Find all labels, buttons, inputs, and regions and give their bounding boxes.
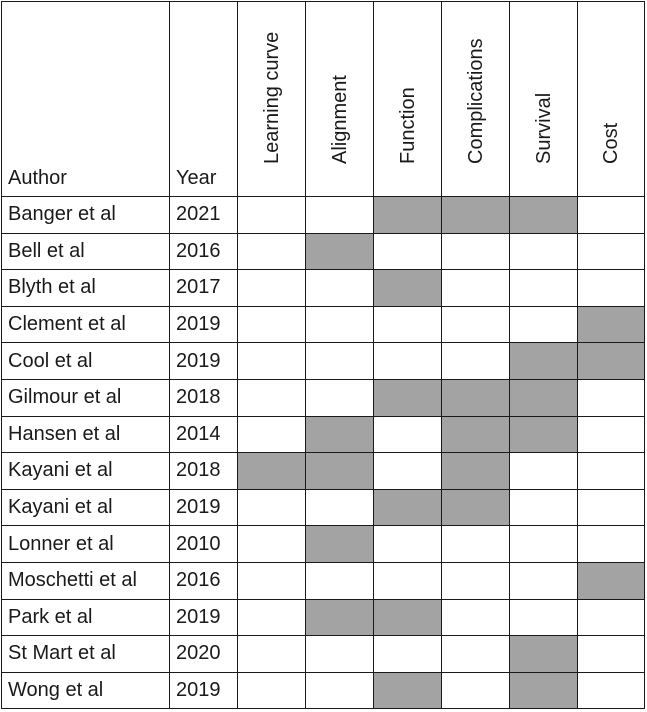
outcome-cell-empty (238, 233, 306, 270)
year-cell: 2020 (170, 636, 238, 673)
outcome-cell-shaded (306, 233, 374, 270)
outcome-cell-shaded (510, 636, 578, 673)
outcome-cell-shaded (374, 197, 442, 234)
author-cell: Blyth et al (2, 270, 170, 307)
outcome-cell-empty (374, 526, 442, 563)
table-row (2, 233, 645, 270)
outcome-cell-shaded (510, 343, 578, 380)
outcome-cell-shaded (578, 306, 645, 343)
outcome-cell-empty (238, 489, 306, 526)
author-cell: Bell et al (2, 233, 170, 270)
outcome-cell-shaded (374, 270, 442, 307)
author-cell: Kayani et al (2, 489, 170, 526)
outcome-cell-empty (578, 453, 645, 490)
outcome-cell-empty (442, 233, 510, 270)
outcome-cell-shaded (578, 343, 645, 380)
year-cell: 2018 (170, 453, 238, 490)
outcome-cell-empty (238, 197, 306, 234)
outcome-cell-empty (578, 416, 645, 453)
outcome-cell-empty (510, 599, 578, 636)
outcome-cell-empty (578, 197, 645, 234)
outcome-cell-empty (306, 197, 374, 234)
studies-table (1, 1, 645, 709)
outcome-cell-shaded (442, 453, 510, 490)
table-row (2, 526, 645, 563)
year-cell: 2016 (170, 562, 238, 599)
outcome-cell-empty (306, 489, 374, 526)
outcome-cell-empty (238, 416, 306, 453)
author-cell: Wong et al (2, 672, 170, 709)
table-row (2, 453, 645, 490)
author-cell: Banger et al (2, 197, 170, 234)
outcome-cell-empty (374, 562, 442, 599)
table-row (2, 270, 645, 307)
year-cell: 2019 (170, 599, 238, 636)
author-cell: Moschetti et al (2, 562, 170, 599)
outcome-cell-empty (238, 270, 306, 307)
outcome-cell-empty (238, 599, 306, 636)
outcome-cell-empty (510, 526, 578, 563)
outcome-cell-empty (374, 636, 442, 673)
outcome-cell-empty (442, 306, 510, 343)
outcome-cell-shaded (510, 379, 578, 416)
outcome-cell-empty (306, 343, 374, 380)
year-cell: 2014 (170, 416, 238, 453)
outcome-cell-empty (442, 526, 510, 563)
outcome-cell-empty (578, 233, 645, 270)
author-cell: Kayani et al (2, 453, 170, 490)
outcome-cell-empty (578, 526, 645, 563)
outcome-cell-shaded (238, 453, 306, 490)
outcome-cell-empty (442, 636, 510, 673)
author-cell: Park et al (2, 599, 170, 636)
table-row (2, 672, 645, 709)
author-header-label: Author (8, 167, 67, 189)
author-cell: Hansen et al (2, 416, 170, 453)
author-cell: Clement et al (2, 306, 170, 343)
outcome-cell-empty (374, 453, 442, 490)
survival-header-label: Survival (532, 92, 555, 164)
outcome-cell-empty (578, 672, 645, 709)
outcome-cell-shaded (374, 489, 442, 526)
author-cell: Cool et al (2, 343, 170, 380)
author-cell: Gilmour et al (2, 379, 170, 416)
table-row (2, 379, 645, 416)
outcome-cell-shaded (442, 416, 510, 453)
survival-column-header (510, 2, 578, 197)
table-row (2, 343, 645, 380)
outcome-cell-empty (374, 343, 442, 380)
cost-column-header (578, 2, 645, 197)
author-column-header (2, 2, 170, 197)
outcome-cell-empty (510, 270, 578, 307)
year-cell: 2018 (170, 379, 238, 416)
outcome-cell-shaded (374, 599, 442, 636)
cost-header-label: Cost (600, 122, 622, 164)
year-cell: 2019 (170, 672, 238, 709)
table-row (2, 306, 645, 343)
outcome-cell-empty (238, 526, 306, 563)
outcome-cell-shaded (306, 453, 374, 490)
learning-curve-header-label: Learning curve (260, 31, 283, 164)
outcome-cell-empty (442, 672, 510, 709)
outcome-cell-empty (442, 562, 510, 599)
table-row (2, 489, 645, 526)
outcome-cell-shaded (306, 416, 374, 453)
outcome-cell-empty (442, 270, 510, 307)
outcome-cell-empty (306, 306, 374, 343)
table-row (2, 416, 645, 453)
outcome-cell-empty (238, 343, 306, 380)
outcome-cell-empty (510, 489, 578, 526)
outcome-cell-empty (306, 379, 374, 416)
outcome-cell-empty (578, 489, 645, 526)
author-cell: St Mart et al (2, 636, 170, 673)
outcome-cell-empty (510, 306, 578, 343)
complications-header-label: Complications (464, 38, 487, 164)
outcome-cell-empty (306, 672, 374, 709)
outcome-cell-shaded (578, 562, 645, 599)
function-header-label: Function (396, 87, 419, 164)
table-row (2, 562, 645, 599)
outcome-cell-shaded (374, 379, 442, 416)
function-column-header (374, 2, 442, 197)
header-row (2, 2, 645, 197)
year-cell: 2019 (170, 343, 238, 380)
outcome-cell-empty (238, 672, 306, 709)
outcome-cell-empty (374, 306, 442, 343)
outcome-cell-empty (510, 233, 578, 270)
outcome-cell-empty (238, 636, 306, 673)
outcome-cell-empty (306, 270, 374, 307)
outcome-cell-empty (510, 562, 578, 599)
outcome-cell-empty (578, 636, 645, 673)
complications-column-header (442, 2, 510, 197)
author-cell: Lonner et al (2, 526, 170, 563)
year-cell: 2019 (170, 489, 238, 526)
outcome-cell-shaded (374, 672, 442, 709)
outcome-cell-empty (578, 270, 645, 307)
alignment-column-header (306, 2, 374, 197)
table-row (2, 599, 645, 636)
outcome-cell-empty (238, 562, 306, 599)
table-row (2, 197, 645, 234)
outcome-cell-shaded (442, 197, 510, 234)
outcome-cell-shaded (510, 416, 578, 453)
table-body (2, 197, 645, 709)
year-header-label: Year (176, 167, 217, 189)
year-cell: 2021 (170, 197, 238, 234)
outcome-cell-empty (510, 453, 578, 490)
alignment-header-label: Alignment (328, 75, 351, 164)
outcome-cell-empty (238, 306, 306, 343)
year-cell: 2017 (170, 270, 238, 307)
outcome-cell-empty (374, 233, 442, 270)
learning-curve-column-header (238, 2, 306, 197)
outcome-cell-empty (442, 343, 510, 380)
year-column-header (170, 2, 238, 197)
outcome-cell-empty (578, 599, 645, 636)
year-cell: 2019 (170, 306, 238, 343)
outcome-cell-empty (442, 599, 510, 636)
outcome-cell-shaded (510, 197, 578, 234)
outcome-cell-shaded (442, 489, 510, 526)
outcome-cell-shaded (442, 379, 510, 416)
outcome-cell-empty (238, 379, 306, 416)
table-row (2, 636, 645, 673)
outcome-cell-shaded (306, 526, 374, 563)
outcome-cell-shaded (306, 599, 374, 636)
outcome-cell-empty (306, 562, 374, 599)
outcome-cell-shaded (510, 672, 578, 709)
outcome-cell-empty (578, 379, 645, 416)
outcome-cell-empty (374, 416, 442, 453)
year-cell: 2016 (170, 233, 238, 270)
outcome-cell-empty (306, 636, 374, 673)
year-cell: 2010 (170, 526, 238, 563)
